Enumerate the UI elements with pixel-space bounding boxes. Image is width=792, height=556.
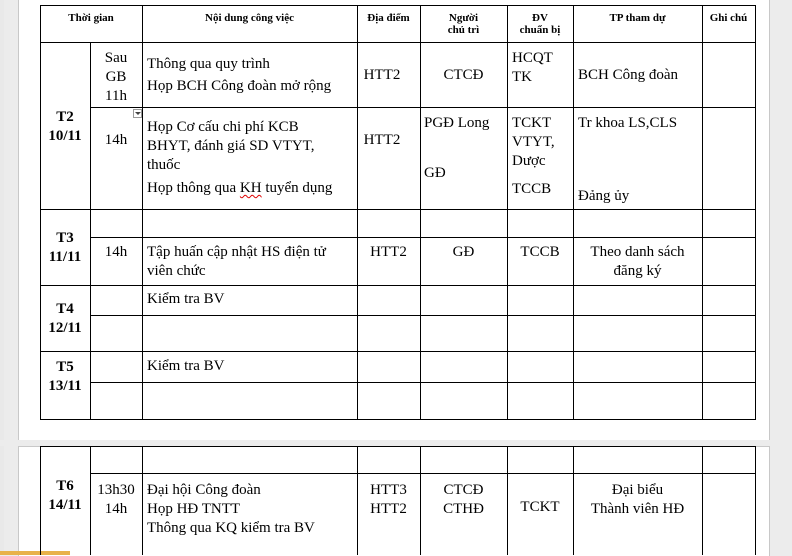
header-attendees: TP tham dự xyxy=(609,12,666,24)
attendees-cell: Tr khoa LS,CLS Đảng ủy xyxy=(578,115,678,204)
spelling-error-mark: KH xyxy=(239,180,262,196)
place-cell: HTT2 xyxy=(363,67,401,83)
prep-unit-cell: HCQT TK xyxy=(512,50,553,85)
content-cell: Thông qua quy trình Họp BCH Công đoàn mở rộng xyxy=(147,56,332,94)
time-cell: 14h xyxy=(104,244,128,260)
day-label-t3: T3 11/11 xyxy=(48,230,82,265)
header-place: Địa điểm xyxy=(367,12,410,24)
attendees-cell: BCH Công đoàn xyxy=(578,67,679,83)
place-cell: HTT2 xyxy=(370,244,407,260)
prep-unit-cell: TCCB xyxy=(520,244,560,260)
day-label-t2: T2 10/11 xyxy=(48,109,82,144)
status-accent xyxy=(0,551,70,555)
time-cell: Sau GB 11h xyxy=(104,50,128,104)
chair-cell: PGĐ Long GĐ xyxy=(424,115,490,181)
chair-cell: CTCĐ CTHĐ xyxy=(443,482,484,517)
place-cell: HTT2 xyxy=(363,132,401,148)
day-label-t4: T4 12/11 xyxy=(48,301,82,336)
prep-unit-cell: TCKT xyxy=(520,499,560,515)
chair-cell: CTCĐ xyxy=(443,67,484,83)
attendees-cell: Theo danh sách đăng ký xyxy=(590,244,685,279)
content-cell: Tập huấn cập nhật HS điện tử viên chức xyxy=(147,244,326,279)
content-cell: Đại hội Công đoàn Họp HĐ TNTT Thông qua KQ kiểm tra BV xyxy=(147,482,315,536)
day-label-t6: T6 14/11 xyxy=(48,478,82,513)
header-time: Thời gian xyxy=(68,12,114,24)
dropdown-arrow-icon[interactable] xyxy=(133,109,142,118)
time-cell: 13h30 14h xyxy=(97,482,135,517)
day-label-t5: T5 13/11 xyxy=(48,359,82,394)
header-chair: Người chủ trì xyxy=(447,12,480,36)
content-cell: Kiểm tra BV xyxy=(147,291,225,307)
window-edge xyxy=(0,0,4,555)
header-notes: Ghi chú xyxy=(709,12,748,24)
attendees-cell: Đại biểu Thành viên HĐ xyxy=(590,482,685,517)
content-cell: Họp Cơ cấu chi phí KCB BHYT, đánh giá SD VTYT, thuốc Họp thông qua KH tuyển dụng xyxy=(147,119,333,196)
content-cell: Kiểm tra BV xyxy=(147,358,225,374)
time-cell: 14h xyxy=(104,132,128,148)
header-content: Nội dung công việc xyxy=(205,12,294,24)
place-cell: HTT3 HTT2 xyxy=(370,482,407,517)
prep-unit-cell: TCKT VTYT, Dược TCCB xyxy=(512,115,555,197)
header-prep-unit: ĐV chuẩn bị xyxy=(519,12,561,36)
chair-cell: GĐ xyxy=(452,244,475,260)
